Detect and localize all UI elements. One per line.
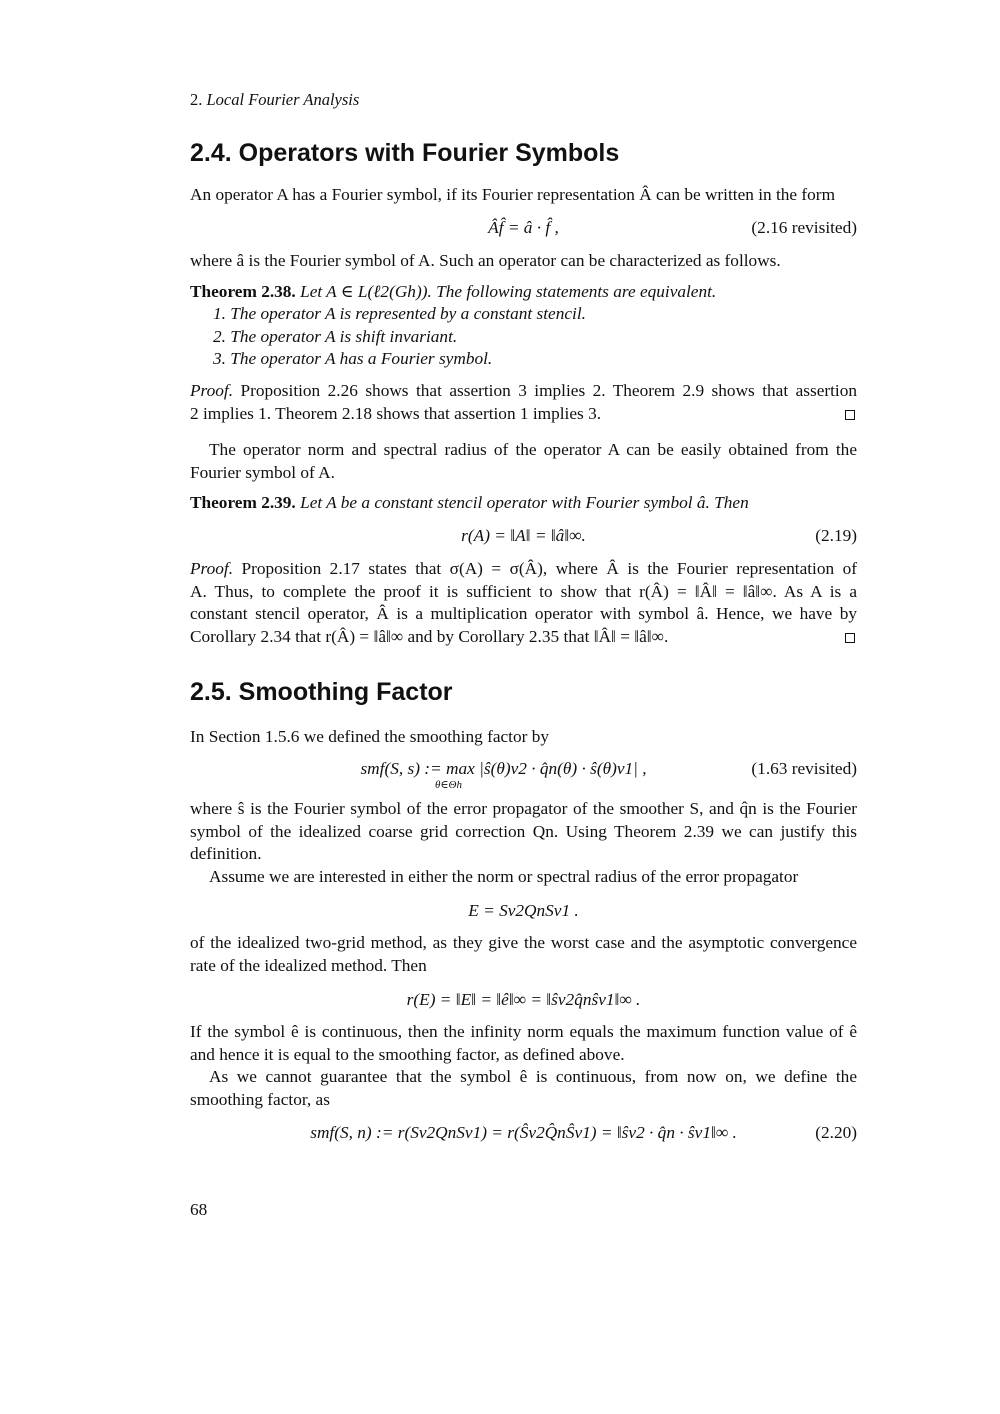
equation-2-16 xyxy=(190,215,857,241)
paragraph-continuous: If the symbol ê is continuous, then the infinity norm equals the maximum function value of ê and hence it is equal to the smoothing factor, as defined above. xyxy=(190,1022,857,1064)
equation-2-16-tag: (2.16 revisited) xyxy=(751,218,857,237)
section-heading-2-5: 2.5. Smoothing Factor xyxy=(190,678,453,706)
equation-error-propagator xyxy=(190,898,857,924)
equation-spectral-radius xyxy=(190,987,857,1013)
paragraph-characterization: where â is the Fourier symbol of A. Such an operator can be characterized as follows. xyxy=(190,251,781,270)
proof-line: A. Thus, to complete the proof it is sufficient to show that r(Â) = ‖Â‖ = ‖â‖∞. As A is a xyxy=(190,581,857,601)
equation-1-63-main: smf(S, s) := max |ŝ(θ)ν2 · q̂n(θ) · ŝ(θ)ν1| , xyxy=(360,759,647,778)
proof-theorem-2-39 xyxy=(190,558,857,648)
equation-error-propagator-expr: E = Sν2QnSν1 . xyxy=(468,901,579,920)
list-item: 2. The operator A is shift invariant. xyxy=(213,326,458,346)
theorem-2-38-statement: Let A ∈ L(ℓ2(Gh)). The following statements are equivalent. xyxy=(300,282,717,301)
page-number: 68 xyxy=(190,1200,208,1219)
equation-2-20 xyxy=(190,1120,857,1146)
proof-line: constant stencil operator, Â is a multiplication operator with symbol â. Hence, we have by xyxy=(190,604,857,623)
equation-2-19-expr: r(A) = ‖A‖ = ‖â‖∞. xyxy=(461,526,586,545)
equation-2-19-tag: (2.19) xyxy=(815,526,857,545)
running-head-title: Local Fourier Analysis xyxy=(206,90,360,109)
list-item: 1. The operator A is represented by a constant stencil. xyxy=(213,304,586,323)
proof-label: Proof. xyxy=(190,381,234,400)
equation-2-20-tag: (2.20) xyxy=(815,1123,857,1142)
theorem-2-39-label: Theorem 2.39. xyxy=(190,493,296,512)
equation-2-16-expr: Âf̂ = â · f̂ , xyxy=(488,218,559,237)
equation-2-20-expr: smf(S, n) := r(Sν2QnSν1) = r(Ŝν2Q̂nŜν1) = ‖ŝν2 · q̂n · ŝν1‖∞ . xyxy=(310,1123,737,1142)
theorem-2-39-statement: Let A be a constant stencil operator with Fourier symbol â. Then xyxy=(300,493,749,512)
qed-symbol xyxy=(845,410,855,420)
section-heading-2-4: 2.4. Operators with Fourier Symbols xyxy=(190,139,620,167)
theorem-2-38-label: Theorem 2.38. xyxy=(190,282,296,301)
equation-2-19 xyxy=(190,523,857,549)
list-item: 3. The operator A has a Fourier symbol. xyxy=(213,349,493,368)
proof-theorem-2-38 xyxy=(190,380,857,425)
paragraph-operator-norm: The operator norm and spectral radius of the operator A can be easily obtained from the Fourier symbol of A. xyxy=(190,440,857,482)
theorem-2-38 xyxy=(190,281,857,304)
proof-line: 2 implies 1. Theorem 2.18 shows that assertion 1 implies 3. xyxy=(190,403,602,423)
proof-line: Proposition 2.26 shows that assertion 3 implies 2. Theorem 2.9 shows that assertion xyxy=(240,381,857,400)
paragraph-smoother-symbol: where ŝ is the Fourier symbol of the error propagator of the smoother S, and q̂n is the Fourier symbol of the idealized coarse grid correction Qn. Using Theorem 2.39 we can justify this definition. xyxy=(190,799,857,863)
theorem-2-38-list xyxy=(213,303,586,371)
proof-line: Proposition 2.17 states that σ(A) = σ(Â), where Â is the Fourier representation of xyxy=(241,559,857,578)
equation-1-63 xyxy=(190,756,857,796)
proof-label: Proof. xyxy=(190,559,234,578)
running-head-number: 2. xyxy=(190,90,203,109)
paragraph-two-grid: of the idealized two-grid method, as they give the worst case and the asymptotic convergence rate of the idealized method. Then xyxy=(190,933,857,975)
equation-1-63-tag: (1.63 revisited) xyxy=(751,759,857,778)
qed-symbol xyxy=(845,633,855,643)
paragraph-smoothing-intro: In Section 1.5.6 we defined the smoothing factor by xyxy=(190,727,549,746)
running-head xyxy=(190,90,857,110)
paragraph-fourier-symbol-intro: An operator A has a Fourier symbol, if its Fourier representation Â can be written in the form xyxy=(190,185,836,204)
paragraph-assume: Assume we are interested in either the norm or spectral radius of the error propagator xyxy=(209,867,799,886)
theorem-2-39 xyxy=(190,492,857,515)
equation-spectral-radius-expr: r(E) = ‖E‖ = ‖ê‖∞ = ‖ŝν2q̂nŝν1‖∞ . xyxy=(406,990,641,1009)
proof-line: Corollary 2.34 that r(Â) = ‖â‖∞ and by Corollary 2.35 that ‖Â‖ = ‖â‖∞. xyxy=(190,626,669,646)
paragraph-definition: As we cannot guarantee that the symbol ê is continuous, from now on, we define the smoothing factor, as xyxy=(190,1067,857,1109)
equation-1-63-subscript: θ∈Θh xyxy=(435,779,462,791)
